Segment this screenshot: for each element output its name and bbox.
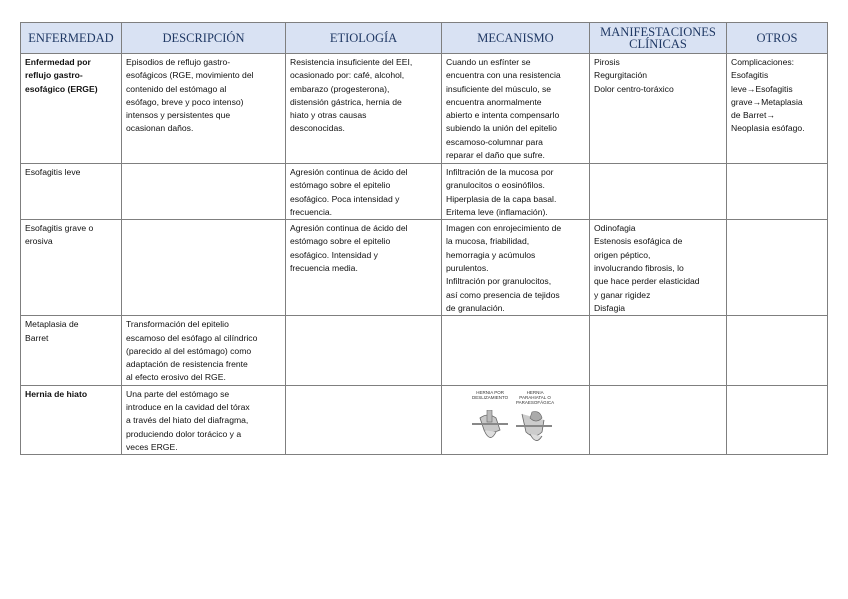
table-row xyxy=(21,164,828,220)
cell-line: Imagen con enrojecimiento de xyxy=(446,223,562,234)
cell-line: Odinofagia xyxy=(594,223,636,234)
cell-line: Eritema leve (inflamación). xyxy=(446,206,548,217)
cell-line: reflujo gastro- xyxy=(25,70,83,81)
header-row xyxy=(21,23,828,54)
cell-line: Estenosis esofágica de xyxy=(594,236,683,247)
header-mecanismo: MECANISMO xyxy=(442,23,590,54)
cell-line: Una parte del estómago se xyxy=(126,388,230,399)
header-manifestaciones: MANIFESTACIONES CLÍNICAS xyxy=(590,23,727,54)
cell-line: hemorragia y acúmulos xyxy=(446,249,536,260)
cell-manifestations xyxy=(590,220,727,316)
table-row xyxy=(21,54,828,164)
cell-line: purulentos. xyxy=(446,263,489,274)
cell-line: Resistencia insuficiente del EEI, xyxy=(290,57,413,67)
cell-disease xyxy=(21,385,122,454)
cell-description xyxy=(122,54,286,164)
cell-manifestations xyxy=(590,385,727,454)
cell-line: Infiltración por granulocitos, xyxy=(446,276,552,287)
cell-line: Hiperplasia de la capa basal. xyxy=(446,193,557,204)
cell-line: estómago sobre el epitelio xyxy=(290,180,391,191)
table-row xyxy=(21,385,828,454)
cell-line: ocasionan daños. xyxy=(126,123,194,134)
cell-line: Episodios de reflujo gastro- xyxy=(126,57,231,67)
cell-line: veces ERGE. xyxy=(126,441,178,452)
cell-others xyxy=(727,316,828,385)
cell-line: Complicaciones: xyxy=(731,57,795,67)
cell-others xyxy=(727,220,828,316)
cell-description xyxy=(122,220,286,316)
table-row xyxy=(21,316,828,385)
cell-line: Enfermedad por xyxy=(25,57,91,67)
cell-line: esofágicos (RGE, movimiento del xyxy=(126,70,254,81)
cell-line: involucrando fibrosis, lo xyxy=(594,263,684,274)
cell-line: insuficiente del músculo, se xyxy=(446,83,552,94)
hernia-illustration xyxy=(470,410,570,450)
hernia-figure xyxy=(446,388,585,448)
cell-line: grave→Metaplasia xyxy=(731,96,803,107)
cell-mechanism xyxy=(442,385,590,454)
cell-mechanism xyxy=(442,220,590,316)
figure-label: HERNIA PARAHIATAL O PARAESOFÁGICA xyxy=(516,389,555,405)
cell-others xyxy=(727,164,828,220)
cell-line: desconocidas. xyxy=(290,123,345,134)
disease-table xyxy=(20,22,828,455)
paraesophageal-hernia-drawing xyxy=(516,411,552,440)
cell-description xyxy=(122,316,286,385)
cell-line: de granulación. xyxy=(446,302,505,313)
cell-line: erosiva xyxy=(25,236,53,247)
cell-mechanism xyxy=(442,54,590,164)
cell-line: introduce en la cavidad del tórax xyxy=(126,402,250,413)
cell-disease xyxy=(21,220,122,316)
cell-line: Infiltración de la mucosa por xyxy=(446,167,554,177)
cell-line: que hace perder elasticidad xyxy=(594,276,700,287)
sliding-hernia-drawing xyxy=(472,410,508,438)
cell-line: esofágico. Intensidad y xyxy=(290,249,378,260)
cell-line: subiendo la unión del epitelio xyxy=(446,123,557,134)
cell-line: ocasionado por: café, alcohol, xyxy=(290,70,405,81)
cell-etiology xyxy=(286,220,442,316)
figure-label: HERNIA POR DESLIZAMIENTO xyxy=(472,389,509,400)
cell-line: encuentra anormalmente xyxy=(446,96,542,107)
cell-line: contenido del estómago al xyxy=(126,83,227,94)
cell-line: abierto e intenta compensarlo xyxy=(446,110,560,121)
cell-line: intensos y persistentes que xyxy=(126,110,231,121)
cell-line: Esofagitis leve xyxy=(25,167,81,177)
cell-line: granulocitos o eosinófilos. xyxy=(446,180,545,191)
cell-line: Cuando un esfínter se xyxy=(446,57,531,67)
cell-line: así como presencia de tejidos xyxy=(446,289,560,300)
cell-line: adaptación de resistencia frente xyxy=(126,359,248,370)
cell-line: hiato y otras causas xyxy=(290,110,367,121)
cell-line: Agresión continua de ácido del xyxy=(290,167,408,177)
cell-etiology xyxy=(286,316,442,385)
cell-line: esofágico (ERGE) xyxy=(25,83,98,94)
cell-line: origen péptico, xyxy=(594,249,651,260)
cell-manifestations xyxy=(590,54,727,164)
cell-line: al efecto erosivo del RGE. xyxy=(126,372,226,383)
cell-line: la mucosa, friabilidad, xyxy=(446,236,530,247)
table-row xyxy=(21,220,828,316)
cell-line: esofágico. Poca intensidad y xyxy=(290,193,400,204)
cell-manifestations xyxy=(590,164,727,220)
cell-mechanism xyxy=(442,164,590,220)
cell-line: Pirosis xyxy=(594,57,620,67)
cell-etiology xyxy=(286,164,442,220)
cell-line: Neoplasia esófago. xyxy=(731,123,805,134)
cell-mechanism xyxy=(442,316,590,385)
cell-line: Barret xyxy=(25,332,49,343)
cell-line: Esofagitis grave o xyxy=(25,223,94,234)
cell-line: Regurgitación xyxy=(594,70,648,81)
cell-line: frecuencia media. xyxy=(290,263,358,274)
header-descripcion: DESCRIPCIÓN xyxy=(122,23,286,54)
cell-etiology xyxy=(286,385,442,454)
cell-disease xyxy=(21,164,122,220)
cell-line: (parecido al del estómago) como xyxy=(126,345,252,356)
cell-line: leve→Esofagitis xyxy=(731,83,793,94)
cell-line: a través del hiato del diafragma, xyxy=(126,415,249,426)
cell-line: embarazo (progesterona), xyxy=(290,83,390,94)
cell-line: escamoso-columnar para xyxy=(446,136,543,147)
cell-line: Hernia de hiato xyxy=(25,388,88,399)
cell-line: Transformación del epitelio xyxy=(126,319,229,330)
cell-line: escamoso del esófago al cilíndrico xyxy=(126,332,258,343)
cell-others xyxy=(727,54,828,164)
cell-disease xyxy=(21,54,122,164)
cell-line: frecuencia. xyxy=(290,206,333,217)
header-enfermedad: ENFERMEDAD xyxy=(21,23,122,54)
cell-manifestations xyxy=(590,316,727,385)
header-otros: OTROS xyxy=(727,23,828,54)
cell-line: Dolor centro-toráxico xyxy=(594,83,674,94)
cell-line: encuentra con una resistencia xyxy=(446,70,561,81)
cell-line: reparar el daño que sufre. xyxy=(446,150,545,161)
cell-line: Disfagia xyxy=(594,302,626,313)
cell-line: esófago, breve y poco intenso) xyxy=(126,96,244,107)
cell-others xyxy=(727,385,828,454)
cell-line: Esofagitis xyxy=(731,70,769,81)
cell-line: de Barret→ xyxy=(731,110,775,121)
cell-description xyxy=(122,385,286,454)
cell-line: produciendo dolor torácico y a xyxy=(126,428,242,439)
cell-line: distensión gástrica, hernia de xyxy=(290,96,402,107)
cell-line: Agresión continua de ácido del xyxy=(290,223,408,234)
cell-line: estómago sobre el epitelio xyxy=(290,236,391,247)
cell-description xyxy=(122,164,286,220)
cell-etiology xyxy=(286,54,442,164)
cell-disease xyxy=(21,316,122,385)
cell-line: Metaplasia de xyxy=(25,319,79,330)
cell-line: y ganar rigidez xyxy=(594,289,651,300)
header-etiologia: ETIOLOGÍA xyxy=(286,23,442,54)
